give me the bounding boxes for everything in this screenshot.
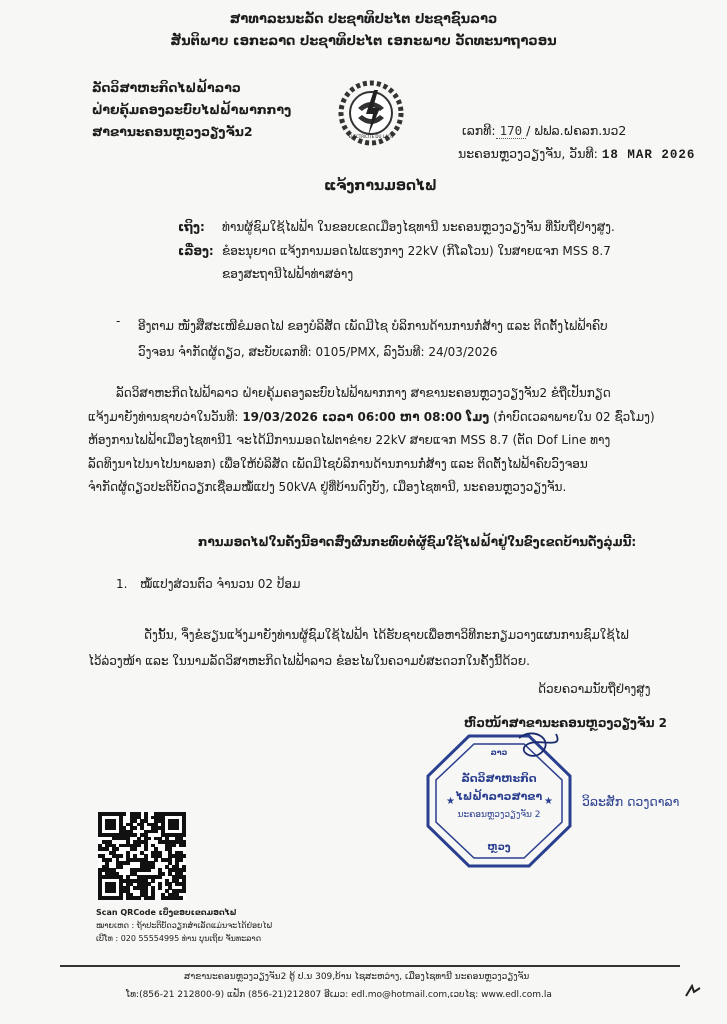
stamp-line2: ໄຟຟ້າລາວສາຂາ bbox=[455, 790, 543, 803]
org-name: ລັດວິສາຫະກິດໄຟຟ້າລາວ bbox=[92, 80, 241, 95]
body-line3: ຫ້ອງການໄຟຟ້າເມືອງໄຊທານີ1 ຈະໄດ້ມີການມອດໄຟຕາຂ່າຍ 22kV ສາຍແຈກ MSS 8.7 (ຕັດ Dof Line ທາງ bbox=[88, 433, 611, 447]
affected-item-number: 1. bbox=[116, 577, 128, 591]
edl-logo bbox=[336, 78, 406, 148]
ref-number-label: ເລກທີ: bbox=[462, 123, 496, 138]
reference-number bbox=[462, 123, 626, 138]
affected-item-text: ໝໍ້ແປງສ່ວນຕົວ ຈຳນວນ 02 ປ້ອມ bbox=[140, 577, 301, 591]
qr-caption-note: ໝາຍເຫດ : ຖ້າປະຕິບັດວຽກສຳເລັດແມ່ນຈະໄດ້ຢ່ອຍໄຟ bbox=[96, 921, 272, 930]
qr-caption-scan: Scan QRCode ເບິ່ງຂອບເຂດມອດໄຟ bbox=[96, 908, 237, 917]
official-stamp bbox=[424, 730, 574, 870]
subject-row bbox=[178, 240, 611, 286]
stamp-line3: ນະຄອນຫຼວງວຽງຈັນ 2 bbox=[457, 810, 541, 820]
signatory-name: ວິລະສັກ ດວງດາລາ bbox=[582, 794, 680, 809]
organization-block bbox=[92, 77, 291, 143]
ref-number-suffix: / ຟຟລ.ຝຄລກ.ນວ2 bbox=[526, 123, 627, 138]
closing-line2: ໄວ້ລ່ວງໜ້າ ແລະ ໃນນາມລັດວິສາຫະກິດໄຟຟ້າລາວ ຂໍອະໄພໃນຄວາມບໍ່ສະດວກໃນຄັ້ງນີ້ດ້ວຍ. bbox=[88, 654, 530, 668]
bullet-dash: - bbox=[116, 314, 121, 328]
reference-paragraph bbox=[138, 313, 698, 365]
footer-address: ສາຂານະຄອນຫຼວງວຽງຈັນ2 ຕູ້ ປ.ນ 309,ບ້ານ ໄຊສະຫວ່າງ, ເມືອງໄຊທານີ ນະຄອນຫຼວງວຽງຈັນ bbox=[184, 972, 530, 982]
affected-list-item bbox=[116, 577, 300, 591]
to-text: ທ່ານຜູ້ຊົມໃຊ້ໄຟຟ້າ ໃນຂອບເຂດເມືອງໄຊທານີ ນະຄອນຫຼວງວຽງຈັນ ທີ່ນັບຖືຢ່າງສູງ. bbox=[222, 220, 615, 234]
reference-line2: ວົງຈອນ ຈຳກັດຜູ້ດຽວ, ສະບັບເລກທີ: 0105/PMX, ລົງວັນທີ: 24/03/2026 bbox=[138, 345, 498, 359]
closing-paragraph bbox=[88, 622, 682, 674]
org-branch: ສາຂານະຄອນຫຼວງວຽງຈັນ2 bbox=[92, 124, 253, 139]
stamp-bottom-text: ຫຼວງ bbox=[487, 842, 511, 853]
org-department: ຝ່າຍຄຸ້ມຄອງລະບົບໄຟຟ້າພາກກາງ bbox=[92, 102, 292, 117]
svg-text:★: ★ bbox=[544, 796, 553, 807]
qr-caption-block bbox=[96, 906, 272, 945]
qr-code[interactable] bbox=[98, 812, 186, 900]
ref-date-value: 18 MAR 2026 bbox=[601, 148, 696, 162]
subject-line2: ຂອງສະຖານີໄຟຟ້າທ່າສອ່າງ bbox=[222, 267, 354, 281]
qr-caption-phone: ເບີໂທ : 020 55554995 ທ່ານ ບຸນເຖິຍ ຈັນທະລາດ bbox=[96, 934, 262, 943]
body-paragraph bbox=[88, 382, 688, 500]
reference-line1: ອີງຕາມ ໜັງສືສະເໜີຂໍມອດໄຟ ຂອງບໍລິສັດ ເພັດມີໄຊ ບໍລິການດ້ານການກໍ່ສ້າງ ແລະ ຕິດຕັ້ງໄຟຟ້າຄົບ bbox=[138, 319, 608, 333]
body-line5: ຈຳກັດຜູ້ດຽວປະຕິບັດວຽກເຊື່ອມໝໍ້ແປງ 50kVA ຢູ່ທີ່ບ້ານດົງບັງ, ເມືອງໄຊທານີ, ນະຄອນຫຼວງວຽງຈັນ. bbox=[88, 480, 567, 494]
subject-label: ເລື່ອງ: bbox=[178, 244, 214, 258]
addressee-row bbox=[178, 216, 615, 239]
reference-date bbox=[458, 146, 695, 162]
svg-text:★: ★ bbox=[446, 796, 455, 807]
body-line4: ລັດທິງນາໄປນາໄປນາພອກ) ເພື່ອໃຫ້ບໍລິສັດ ເພັດມີໄຊບໍລິການດ້ານການກໍ່ສ້າງ ແລະ ຕິດຕັ້ງໄຟຟ້າຄົບວົງຈອນ bbox=[88, 456, 588, 471]
corner-mark-icon bbox=[684, 984, 702, 1001]
logo-caption: ELECTRICITE DU LAOS bbox=[348, 134, 394, 139]
subject-line1: ຂໍອະນຸຍາດ ແຈ້ງການມອດໄຟແຮງກາງ 22kV (ກິໂລໂວນ) ໃນສາຍແຈກ MSS 8.7 bbox=[222, 244, 611, 258]
national-title: ສາທາລະນະລັດ ປະຊາທິປະໄຕ ປະຊາຊົນລາວ bbox=[229, 12, 498, 27]
ref-date-label: ນະຄອນຫຼວງວຽງຈັນ, ວັນທີ: bbox=[458, 146, 598, 161]
body-line2 bbox=[88, 406, 688, 430]
stamp-line1: ລັດວິສາຫະກິດ bbox=[461, 772, 537, 785]
national-motto: ສັນຕິພາບ ເອກະລາດ ປະຊາທິປະໄຕ ເອກະພາບ ວັດທະນາຖາວອນ bbox=[170, 34, 557, 49]
signatory-title: ຫົວໜ້າສາຂານະຄອນຫຼວງວຽງຈັນ 2 bbox=[464, 716, 667, 730]
regards: ດ້ວຍຄວາມນັບຖືຢ່າງສູງ bbox=[538, 682, 651, 696]
footer-divider bbox=[60, 965, 680, 967]
to-label: ເຖິງ: bbox=[178, 220, 205, 234]
footer-contacts: ໂທ:(856-21 212800-9) ແຟັກ (856-21)212807 ອີເມວ: edl.mo@hotmail.com,ເວບໄຊ: www.edl.com.la bbox=[126, 990, 552, 1000]
body-line1: ລັດວິສາຫະກິດໄຟຟ້າລາວ ຝ່າຍຄຸ້ມຄອງລະບົບໄຟຟ້າພາກກາງ ສາຂານະຄອນຫຼວງວຽງຈັນ2 ຂໍຖືເປັນກຽດ bbox=[116, 386, 611, 400]
ref-number-value: 170 bbox=[496, 123, 527, 139]
affected-heading: ການມອດໄຟໃນຄັ້ງນີ້ອາດສົ່ງຜົນກະທົບຕໍ່ຜູ້ຊົມໃຊ້ໄຟຟ້າຢູ່ໃນຂົງເຂດບ້ານດັ່ງລຸ່ມນີ້: bbox=[198, 535, 637, 549]
document-title: ແຈ້ງການມອດໄຟ bbox=[324, 178, 437, 194]
body-line2-a: ແຈ້ງມາຍັງທ່ານຊາບວ່າໃນວັນທີ: bbox=[88, 409, 239, 424]
outage-datetime: 19/03/2026 ເວລາ 06:00 ຫາ 08:00 ໂມງ bbox=[242, 409, 490, 424]
closing-line1: ດັ່ງນັ້ນ, ຈຶ່ງຂໍຮຽນແຈ້ງມາຍັງທ່ານຜູ້ຊົມໃຊ້ໄຟຟ້າ ໄດ້ຮັບຊາບເພື່ອຫາວິທີກະກຽມວາງແຜນການຊົມໃຊ້ໄຟ bbox=[144, 628, 629, 642]
stamp-top-text: ລາວ bbox=[490, 748, 508, 757]
body-line2-c: (ກໍາບົດເວລາພາຍໃນ 02 ຊົ່ວໂມງ) bbox=[493, 409, 655, 424]
